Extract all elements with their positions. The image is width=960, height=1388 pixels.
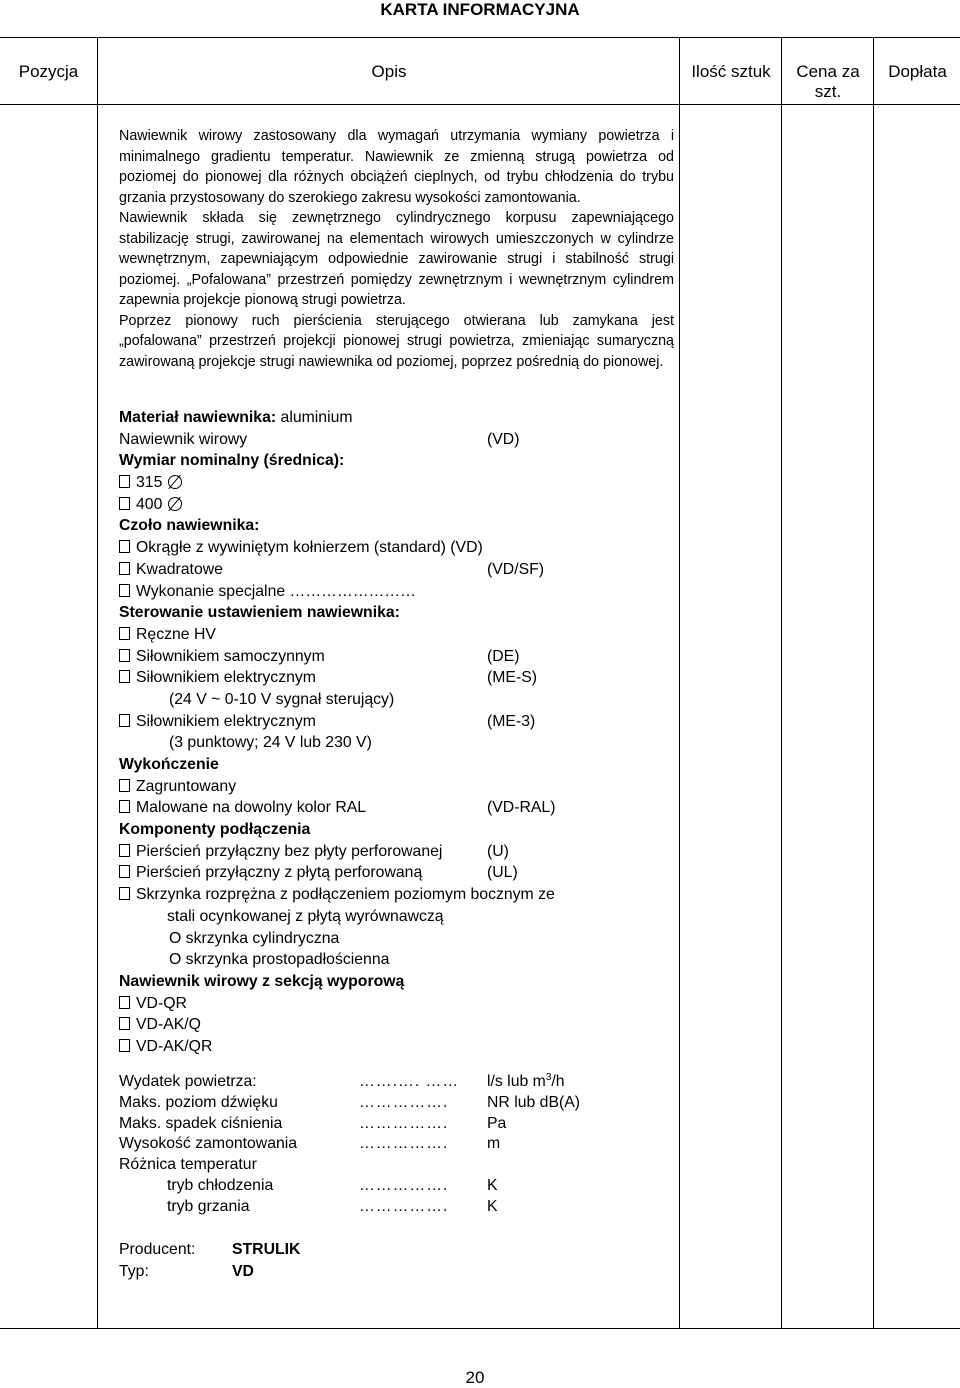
component-option: Pierścień przyłączny bez płyty perforowanej	[136, 842, 443, 860]
diameter-icon	[168, 497, 182, 511]
product-label: Nawiewnik wirowy	[119, 430, 248, 448]
component-option: Pierścień przyłączny z płytą perforowaną	[136, 864, 423, 882]
header-doplata: Dopłata	[888, 62, 947, 81]
control-option-code: (DE)	[487, 647, 520, 665]
checkbox-icon[interactable]	[119, 779, 130, 792]
size-option: 400	[136, 495, 163, 513]
checkbox-icon[interactable]	[119, 887, 130, 900]
checkbox-icon[interactable]	[119, 562, 130, 575]
checkbox-icon[interactable]	[119, 584, 130, 597]
param-label: Wysokość zamontowania	[119, 1135, 298, 1153]
finish-heading: Wykończenie	[119, 756, 219, 773]
header-opis: Opis	[371, 62, 407, 81]
checkbox-icon[interactable]	[119, 1017, 130, 1030]
size-heading: Wymiar nominalny (średnica):	[119, 452, 345, 470]
table-header-bottom-border	[0, 104, 960, 105]
box-sub-option[interactable]: O skrzynka prostopadłościenna	[169, 951, 390, 969]
param-unit: K	[487, 1176, 498, 1194]
column-divider	[97, 38, 98, 1329]
checkbox-icon[interactable]	[119, 670, 130, 683]
description-paragraph: Nawiewnik wirowy zastosowany dla wymagań utrzymania wymiany powietrza i minimalnego gradientu temperatur. Nawiewnik ze zmienną strugą powietrza od poziomej do pionowej dla różnych obciążeń cieplnych, od trybu chłodzenia do trybu grzania przystosowany do szerokiego zakresu wysokości zamontowania.	[119, 128, 674, 206]
description-paragraph: Poprzez pionowy ruch pierścienia sterującego otwierana lub zamykana jest „pofalowana” przestrzeń projekcji pionowej strugi powietrza, zmieniając sumaryczną zawirowaną projekcje strugi nawiewnika od poziomej, poprzez pośrednią do pionowej.	[119, 312, 674, 370]
param-fill-field[interactable]: …………….	[359, 1197, 449, 1215]
header-cena-line1: Cena za	[796, 62, 860, 81]
checkbox-icon[interactable]	[119, 475, 130, 488]
material-label: Materiał nawiewnika:	[119, 409, 277, 426]
diameter-icon	[168, 475, 182, 489]
param-unit-superscript: 3	[545, 1072, 552, 1083]
control-option-note: (24 V ~ 0-10 V sygnał sterujący)	[169, 690, 395, 708]
param-unit: NR lub dB(A)	[487, 1093, 581, 1111]
finish-option: Malowane na dowolny kolor RAL	[136, 799, 367, 817]
column-divider	[781, 38, 782, 1329]
control-option: Siłownikiem elektrycznym	[136, 669, 316, 687]
front-option: Kwadratowe	[136, 560, 223, 578]
component-option-code: (U)	[487, 842, 509, 860]
box-option: Skrzynka rozprężna z podłączeniem poziomym bocznym ze	[136, 886, 555, 904]
param-label: Różnica temperatur	[119, 1156, 257, 1174]
type-label: Typ:	[119, 1262, 149, 1280]
control-option-code: (ME-S)	[487, 669, 538, 687]
param-unit: K	[487, 1197, 498, 1215]
checkbox-icon[interactable]	[119, 627, 130, 640]
front-option: Okrągłe z wywiniętym kołnierzem (standard) (VD)	[136, 539, 483, 557]
param-unit: l/s lub $m^3/h$	[487, 1072, 565, 1090]
description-paragraph: Nawiewnik składa się zewnętrznego cylindrycznego korpusu zapewniającego stabilizację strugi, zawirowanej na elementach wirowych umieszczonych w cylindrze wewnętrznym, zapewniającym odpowiednie zawirowanie strugi i stabilność strugi poziomej. „Pofalowana” przestrzeń pomiędzy zewnętrznym i wewnętrznym cylindrem zapewnia projekcje pionową strugi powietrza.	[119, 210, 674, 308]
column-divider	[873, 38, 874, 1329]
support-heading: Nawiewnik wirowy z sekcją wyporową	[119, 972, 405, 990]
checkbox-icon[interactable]	[119, 844, 130, 857]
table-top-border	[0, 37, 960, 38]
param-fill-field[interactable]: …………….	[359, 1135, 449, 1153]
param-unit: m	[487, 1135, 501, 1153]
page-number: 20	[465, 1368, 485, 1387]
checkbox-icon[interactable]	[119, 649, 130, 662]
param-unit: Pa	[487, 1114, 507, 1132]
front-option-code: (VD/SF)	[487, 560, 545, 578]
checkbox-icon[interactable]	[119, 996, 130, 1009]
param-fill-field[interactable]: …………….	[359, 1093, 449, 1111]
header-cena	[783, 62, 873, 102]
finish-option-code: (VD-RAL)	[487, 799, 556, 817]
param-fill-field[interactable]: …………….	[359, 1176, 449, 1194]
param-fill-field[interactable]: …………….	[359, 1114, 449, 1132]
page-title: KARTA INFORMACYJNA	[380, 0, 580, 19]
support-option: VD-AK/QR	[136, 1037, 213, 1055]
control-option: Ręczne HV	[136, 625, 216, 643]
control-heading: Sterowanie ustawieniem nawiewnika:	[119, 604, 400, 622]
front-option: Wykonanie specjalne ……………………	[136, 582, 416, 600]
header-cena-line2: szt.	[814, 82, 842, 101]
checkbox-icon[interactable]	[119, 714, 130, 727]
param-label: Maks. poziom dźwięku	[119, 1093, 278, 1111]
param-label: tryb chłodzenia	[167, 1176, 274, 1194]
param-label: Maks. spadek ciśnienia	[119, 1114, 283, 1132]
description-block	[119, 126, 674, 372]
header-pozycja: Pozycja	[18, 62, 79, 81]
producer-value: STRULIK	[232, 1241, 301, 1258]
producer-label: Producent:	[119, 1241, 196, 1258]
param-label: Wydatek powietrza:	[119, 1073, 257, 1090]
column-divider	[679, 38, 680, 1329]
box-option-continued: stali ocynkowanej z płytą wyrównawczą	[167, 907, 444, 925]
component-option-code: (UL)	[487, 864, 518, 882]
control-option-note: (3 punktowy; 24 V lub 230 V)	[169, 734, 372, 752]
control-option-code: (ME-3)	[487, 712, 536, 730]
size-option: 315	[136, 474, 163, 492]
type-value: VD	[232, 1262, 254, 1280]
table-bottom-border	[0, 1328, 960, 1329]
finish-option: Zagruntowany	[136, 777, 237, 795]
checkbox-icon[interactable]	[119, 497, 130, 510]
checkbox-icon[interactable]	[119, 800, 130, 813]
material-value: aluminium	[280, 409, 353, 426]
checkbox-icon[interactable]	[119, 865, 130, 878]
control-option: Siłownikiem elektrycznym	[136, 712, 316, 730]
box-sub-option[interactable]: O skrzynka cylindryczna	[169, 929, 340, 947]
front-heading: Czoło nawiewnika:	[119, 517, 260, 535]
checkbox-icon[interactable]	[119, 1039, 130, 1052]
header-ilosc: Ilość sztuk	[691, 62, 771, 81]
control-option: Siłownikiem samoczynnym	[136, 647, 325, 665]
product-code: (VD)	[487, 430, 520, 448]
support-option: VD-QR	[136, 994, 187, 1012]
checkbox-icon[interactable]	[119, 540, 130, 553]
support-option: VD-AK/Q	[136, 1016, 201, 1034]
param-label: tryb grzania	[167, 1197, 250, 1215]
components-heading: Komponenty podłączenia	[119, 821, 311, 839]
param-fill-field[interactable]: …….…. ……	[359, 1073, 460, 1090]
